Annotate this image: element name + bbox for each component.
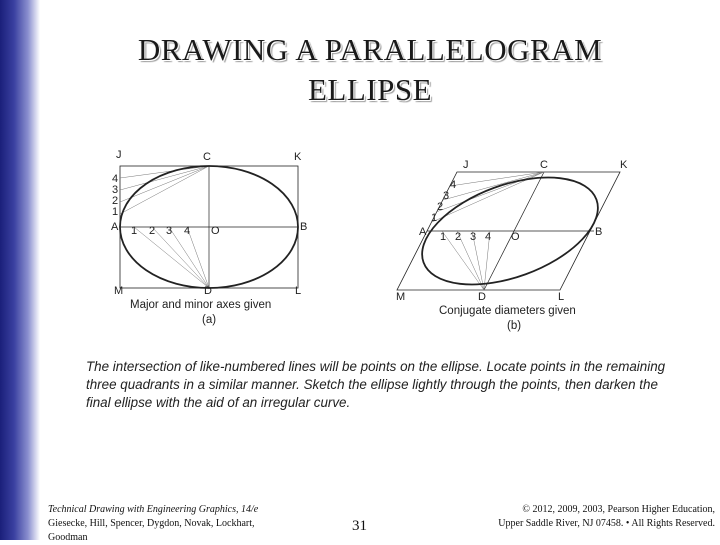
figure-b-label-b: B — [595, 226, 603, 238]
slide-side-bar — [0, 0, 40, 540]
figure-b-label-j: J — [463, 159, 469, 171]
figure-a — [120, 166, 298, 288]
title-line-1: DRAWING A PARALLELOGRAM — [137, 32, 603, 67]
figure-b-labels — [396, 159, 628, 332]
figure-b-caption: Conjugate diameters given — [439, 305, 576, 317]
slide-caption: The intersection of like-numbered lines will be points on the ellipse. Locate points in the remaining three quadrants in a similar manner. Sketch the ellipse lightly through the points, then darken the final ellipse with the aid of an irregular curve. — [86, 359, 666, 410]
slide-title — [40, 30, 700, 110]
ellipse-figure — [102, 142, 628, 338]
figure-a-label-l: L — [295, 285, 302, 297]
figure-a-label-j: J — [116, 149, 122, 161]
figure-b-side-2: 2 — [437, 201, 444, 213]
figure-b-side-1: 1 — [431, 212, 438, 224]
figure-b-side-4: 4 — [450, 179, 457, 191]
figure-a-side-4: 4 — [112, 173, 119, 185]
figure-a-side-3: 3 — [112, 184, 119, 196]
figure-b-label-m: M — [396, 291, 406, 303]
footer-citation — [48, 503, 288, 543]
figure-a-caption: Major and minor axes given — [130, 299, 272, 311]
figure-a-tag: (a) — [202, 314, 217, 326]
figure-b-axis-1: 1 — [440, 231, 447, 243]
figure-b-axis-4: 4 — [485, 231, 492, 243]
figure-b — [397, 156, 620, 305]
figure-b-label-a: A — [419, 226, 427, 238]
figure-a-label-a: A — [111, 221, 119, 233]
title-line-2: ELLIPSE — [307, 72, 433, 107]
footer-copyright-line-1: © 2012, 2009, 2003, Pearson Higher Education, — [522, 504, 715, 515]
figure-b-axis-3: 3 — [470, 231, 477, 243]
figure-a-axis-1: 1 — [131, 225, 138, 237]
figure-b-label-l: L — [558, 291, 565, 303]
figure-a-label-c: C — [203, 151, 211, 163]
page-number: 31 — [352, 518, 367, 534]
figure-b-label-k: K — [620, 159, 628, 171]
figure-b-side-3: 3 — [443, 190, 450, 202]
ellipse-diagrams — [102, 142, 628, 338]
footer-authors: Giesecke, Hill, Spencer, Dygdon, Novak, Lockhart, Goodman — [48, 518, 255, 543]
figure-a-side-2: 2 — [112, 195, 119, 207]
figure-b-axis-2: 2 — [455, 231, 462, 243]
figure-a-label-o: O — [211, 225, 220, 237]
figure-a-label-m: M — [114, 285, 124, 297]
figure-b-label-o: O — [511, 231, 520, 243]
figure-a-side-1: 1 — [112, 206, 119, 218]
footer-book-title: Technical Drawing with Engineering Graphics, 14/e — [48, 504, 259, 515]
figure-b-label-d: D — [478, 291, 486, 303]
figure-a-axis-2: 2 — [149, 225, 156, 237]
figure-a-label-b: B — [300, 221, 308, 233]
footer-copyright — [470, 503, 715, 531]
figure-a-axis-4: 4 — [184, 225, 191, 237]
footer-copyright-line-2: Upper Saddle River, NJ 07458. • All Rights Reserved. — [498, 518, 715, 529]
figure-a-label-k: K — [294, 151, 302, 163]
figure-a-label-d: D — [204, 285, 212, 297]
figure-b-tag: (b) — [507, 320, 522, 332]
figure-b-label-c: C — [540, 159, 548, 171]
figure-a-axis-3: 3 — [166, 225, 173, 237]
